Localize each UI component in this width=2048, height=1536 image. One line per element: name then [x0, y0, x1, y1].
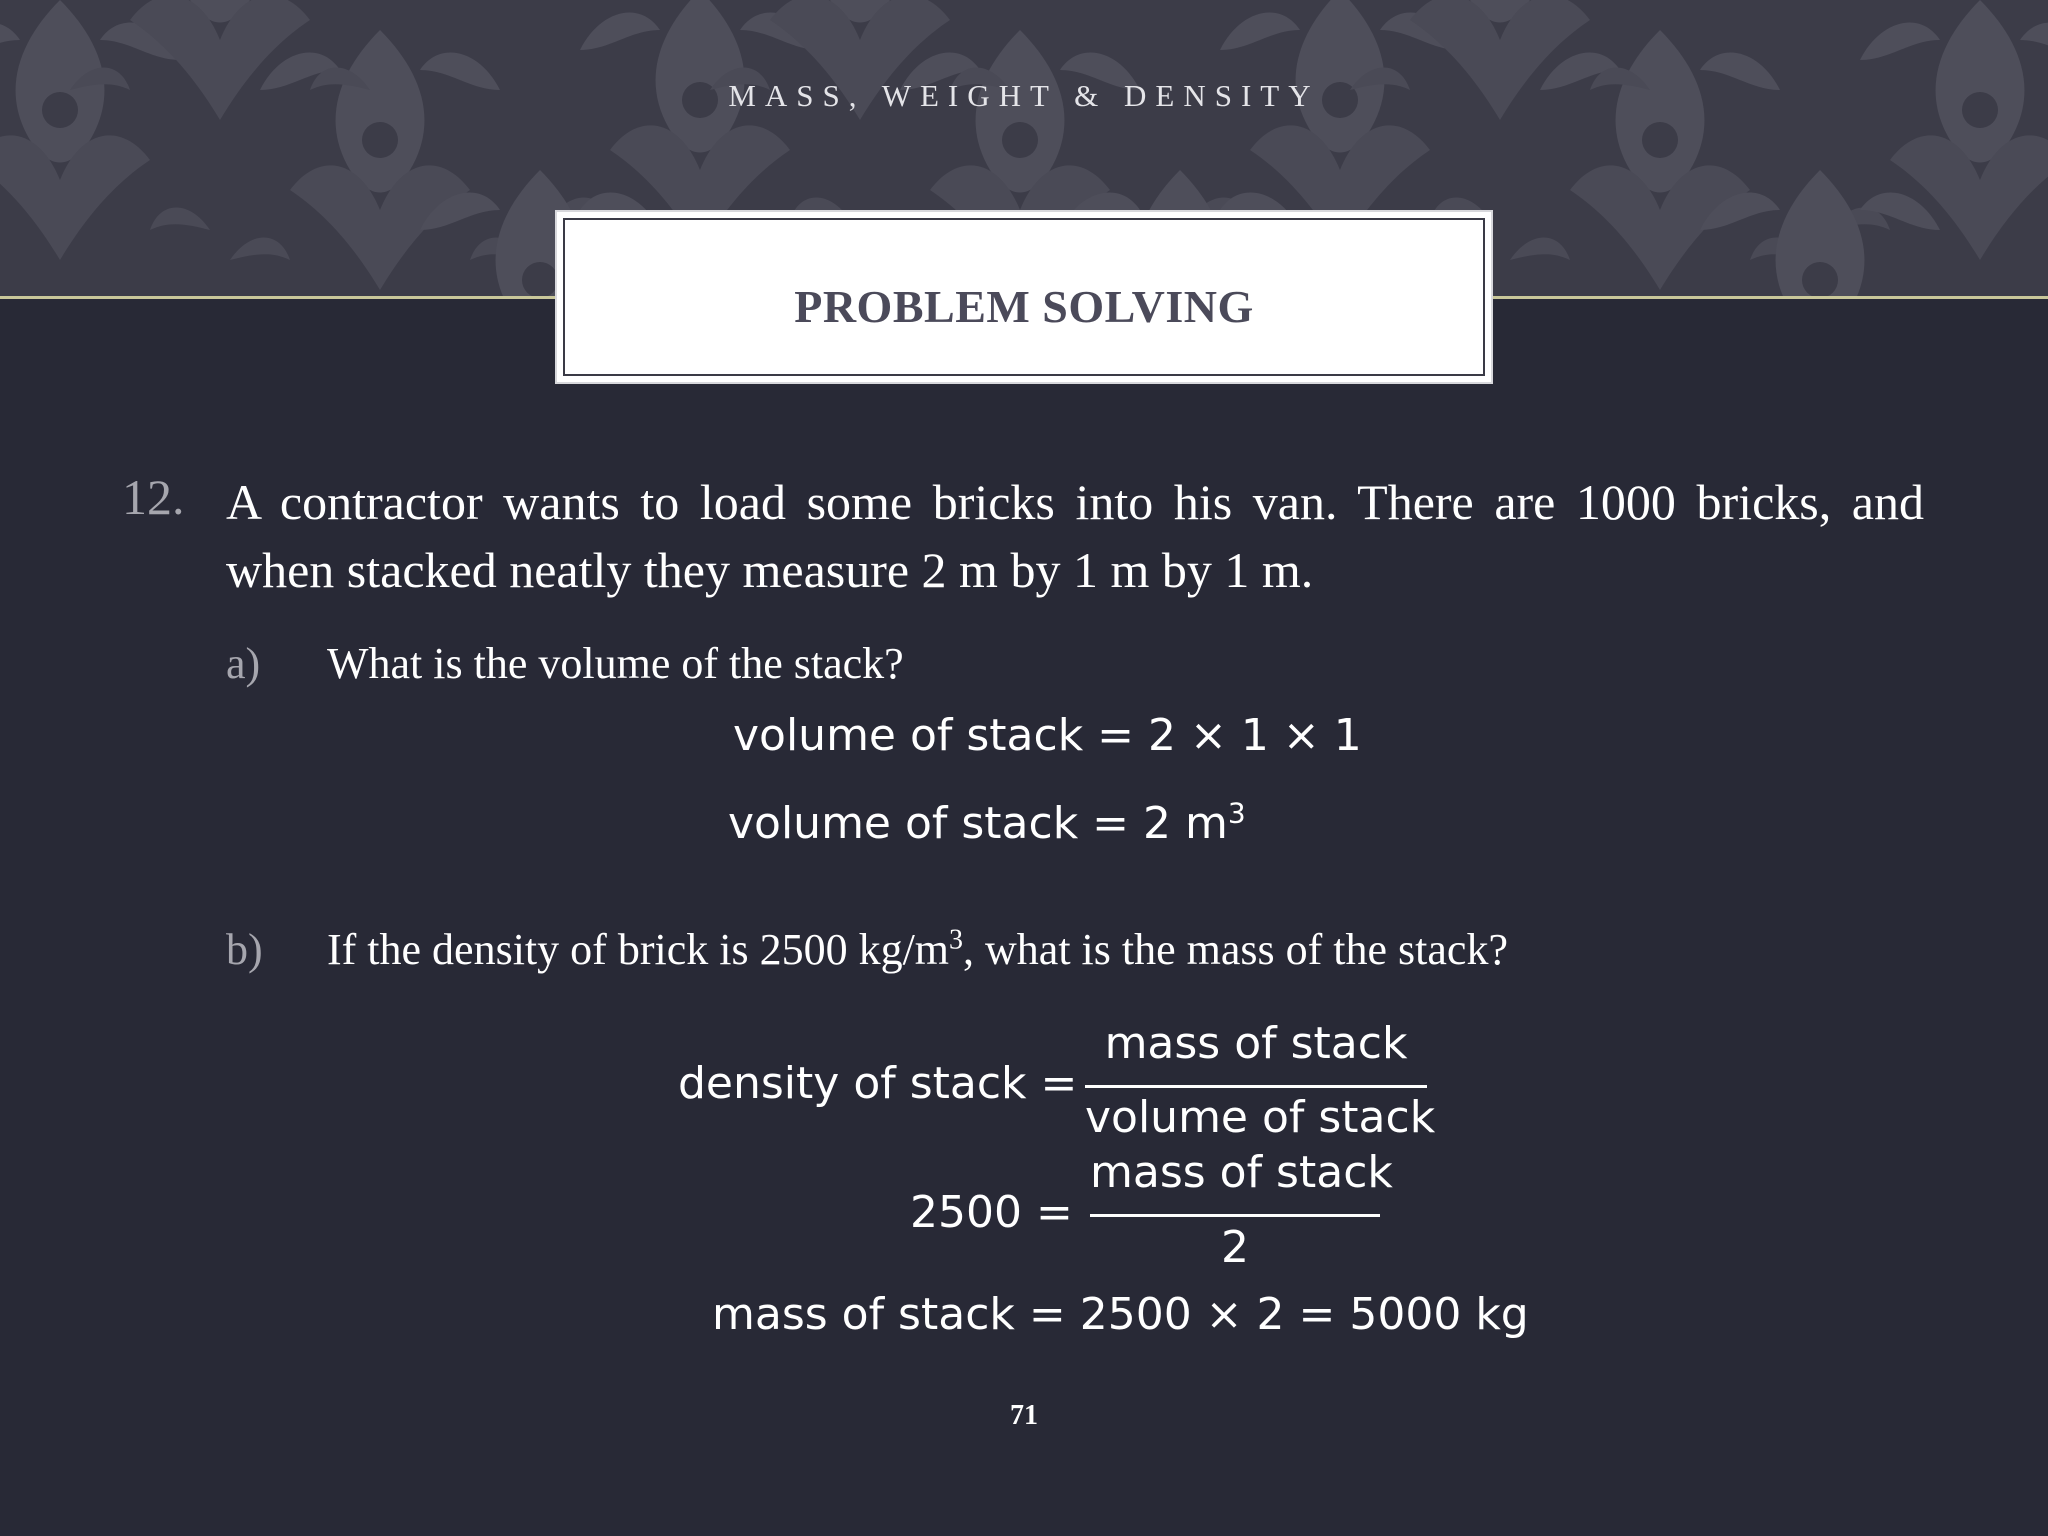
part-b-question-exponent: 3 [949, 924, 964, 956]
part-b-question-post: , what is the mass of the stack? [963, 925, 1508, 974]
part-b-eq3: mass of stack = 2500 × 2 = 5000 kg [712, 1289, 1529, 1340]
section-kicker: MASS, WEIGHT & DENSITY [728, 78, 1320, 113]
part-b-eq2-numerator: mass of stack [1090, 1147, 1393, 1198]
part-b-eq1-denominator: volume of stack [1085, 1092, 1436, 1143]
part-b-question [327, 924, 1508, 975]
part-b-eq1-lhs: density of stack = [678, 1058, 1078, 1109]
part-a-label: a) [226, 639, 261, 688]
part-b-eq2-fraction-bar [1090, 1214, 1380, 1217]
part-a-equation-2-exponent: 3 [1227, 796, 1246, 830]
question-text: A contractor wants to load some bricks into his van. There are 1000 bricks, and when stacked neatly they measure 2 m by 1 m by 1 m. [226, 474, 1924, 598]
page-number: 71 [1010, 1400, 1038, 1431]
part-b-eq1-fraction-bar [1085, 1085, 1427, 1088]
part-b-eq2-lhs: 2500 = [910, 1187, 1073, 1238]
title-box [555, 210, 1493, 384]
part-a-equation-2-text: volume of stack = 2 m [728, 798, 1228, 849]
question-number: 12. [122, 469, 185, 525]
part-b-eq2-denominator: 2 [1221, 1222, 1249, 1273]
part-b-eq1-numerator: mass of stack [1104, 1018, 1408, 1069]
part-a-question: What is the volume of the stack? [327, 639, 904, 688]
title-box-inner-border [563, 218, 1485, 376]
part-b-question-pre: If the density of brick is 2500 kg/m [327, 925, 950, 974]
part-b-label: b) [226, 925, 263, 974]
part-a-equation-1: volume of stack = 2 × 1 × 1 [733, 710, 1362, 761]
part-a-equation-2 [728, 798, 1246, 849]
slide-title: PROBLEM SOLVING [794, 281, 1254, 332]
